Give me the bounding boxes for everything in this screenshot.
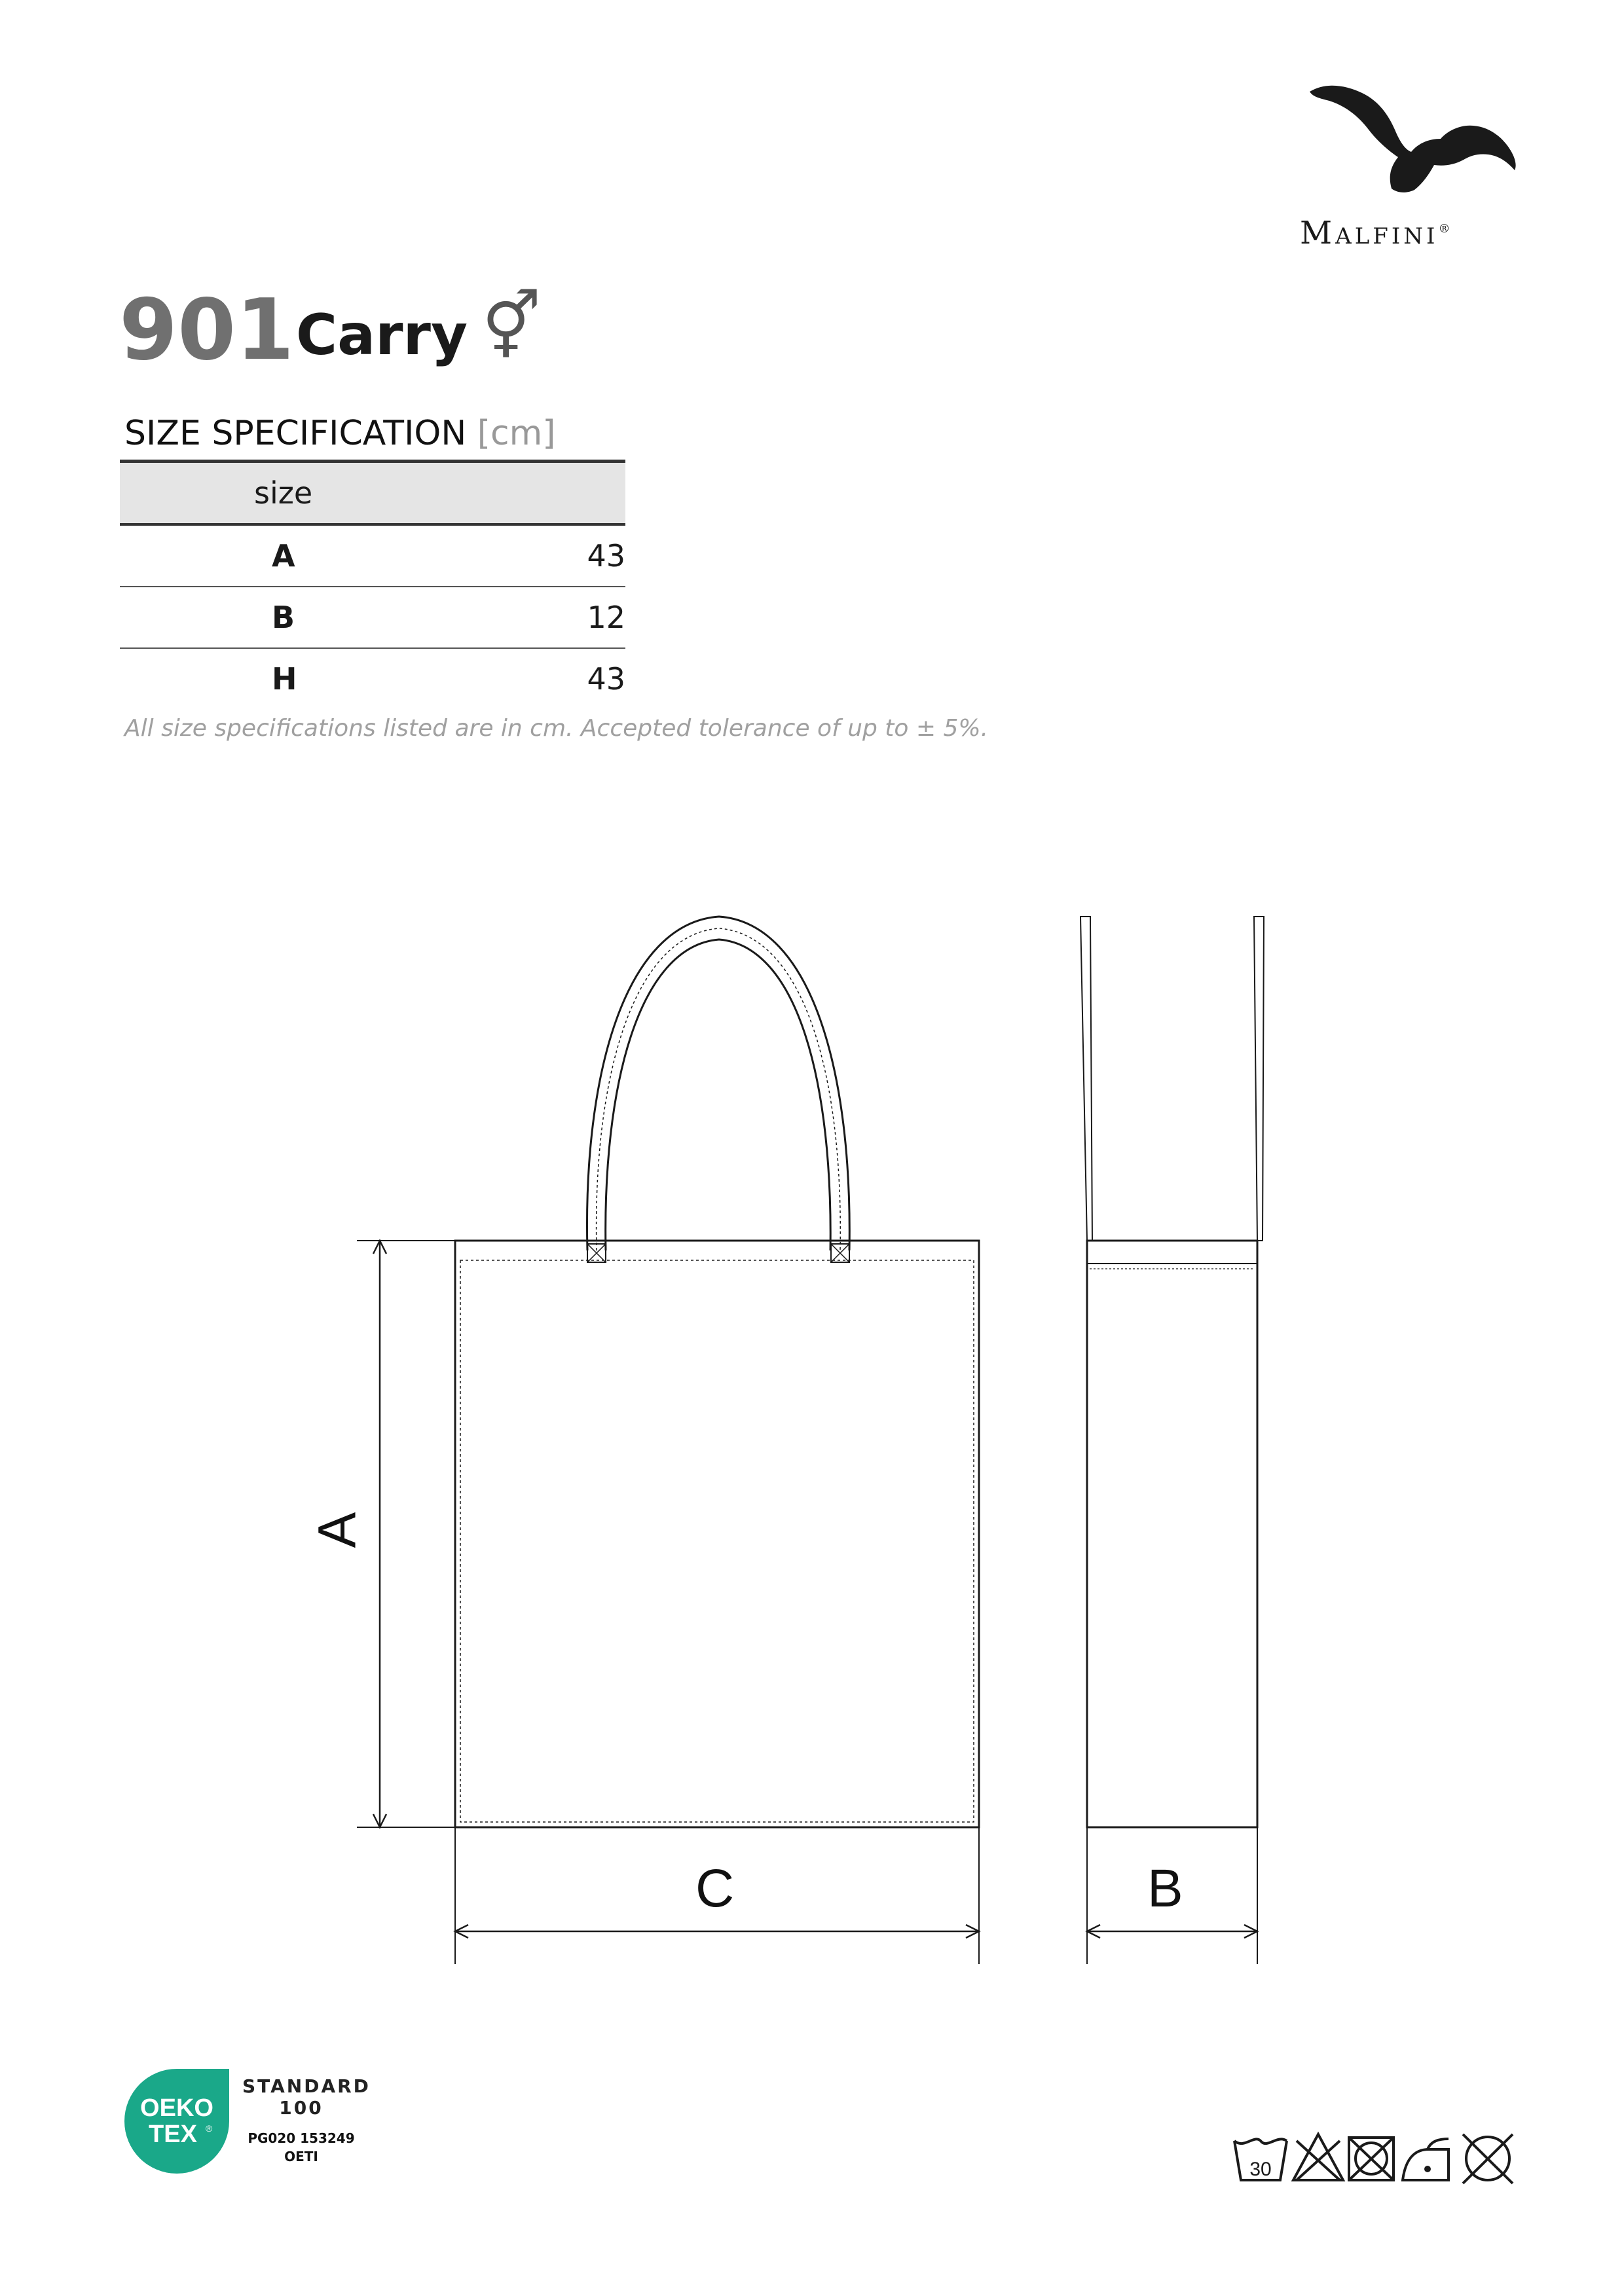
oeko-registered: ® [206, 2123, 213, 2134]
table-row [120, 524, 625, 587]
bag-front-stitching [460, 1260, 974, 1822]
brand-name: Malfini® [1300, 215, 1450, 251]
unisex-icon: ⚥ [482, 288, 542, 365]
no-tumble-dry-icon [1349, 2138, 1393, 2180]
bag-handle-outer [587, 917, 849, 1250]
bag-side-outline [1087, 1241, 1257, 1827]
wash-temp: 30 [1249, 2159, 1272, 2180]
bag-front-outline [455, 1241, 979, 1827]
no-bleach-icon [1293, 2134, 1343, 2180]
oeko-standard-label: STANDARD [242, 2075, 371, 2097]
oeko-standard-num: 100 [279, 2097, 323, 2119]
product-number: 901 [119, 282, 295, 379]
bag-technical-drawing [0, 877, 1624, 1990]
dimension-c-label: C [695, 1859, 735, 1918]
oeko-line2: TEX [149, 2121, 197, 2148]
oeko-line1: OEKO [140, 2094, 213, 2122]
no-dry-clean-icon [1463, 2134, 1513, 2183]
iron-low-icon [1403, 2139, 1449, 2180]
dimension-a-label: A [307, 1512, 367, 1548]
size-header: size [254, 475, 313, 511]
table-header-row [120, 462, 625, 525]
row-label: B [272, 600, 295, 635]
wash-30-icon [1234, 2139, 1287, 2180]
oeko-standard [242, 2075, 371, 2119]
oeko-tex-logo [124, 2069, 229, 2174]
side-handle-left [1080, 917, 1092, 1241]
spec-unit: [cm] [477, 414, 556, 453]
oeko-certificate [242, 2129, 360, 2166]
eagle-icon [1306, 79, 1542, 210]
tolerance-note: All size specifications listed are in cm. Accepted tolerance of up to ± 5%. [124, 715, 989, 742]
table-row [120, 648, 625, 709]
product-name: Carry [296, 302, 468, 368]
table-row [120, 587, 625, 648]
size-table [120, 460, 625, 709]
row-value: 43 [587, 661, 625, 697]
oeko-cert-number: PG020 153249 [248, 2130, 355, 2146]
dimension-b-label: B [1147, 1859, 1183, 1918]
row-label: H [272, 661, 297, 697]
bag-handle-inner [606, 939, 831, 1250]
side-handle-right [1254, 917, 1264, 1241]
row-value: 12 [587, 600, 625, 635]
care-symbols [1231, 2124, 1519, 2190]
oeko-issuer: OETI [284, 2149, 318, 2164]
row-value: 43 [587, 538, 625, 574]
oeko-tex-badge [124, 2069, 229, 2174]
spec-title-text: SIZE SPECIFICATION [124, 414, 467, 453]
spec-title [124, 414, 556, 453]
bag-handle-stitching [597, 928, 841, 1250]
row-label: A [272, 538, 295, 574]
